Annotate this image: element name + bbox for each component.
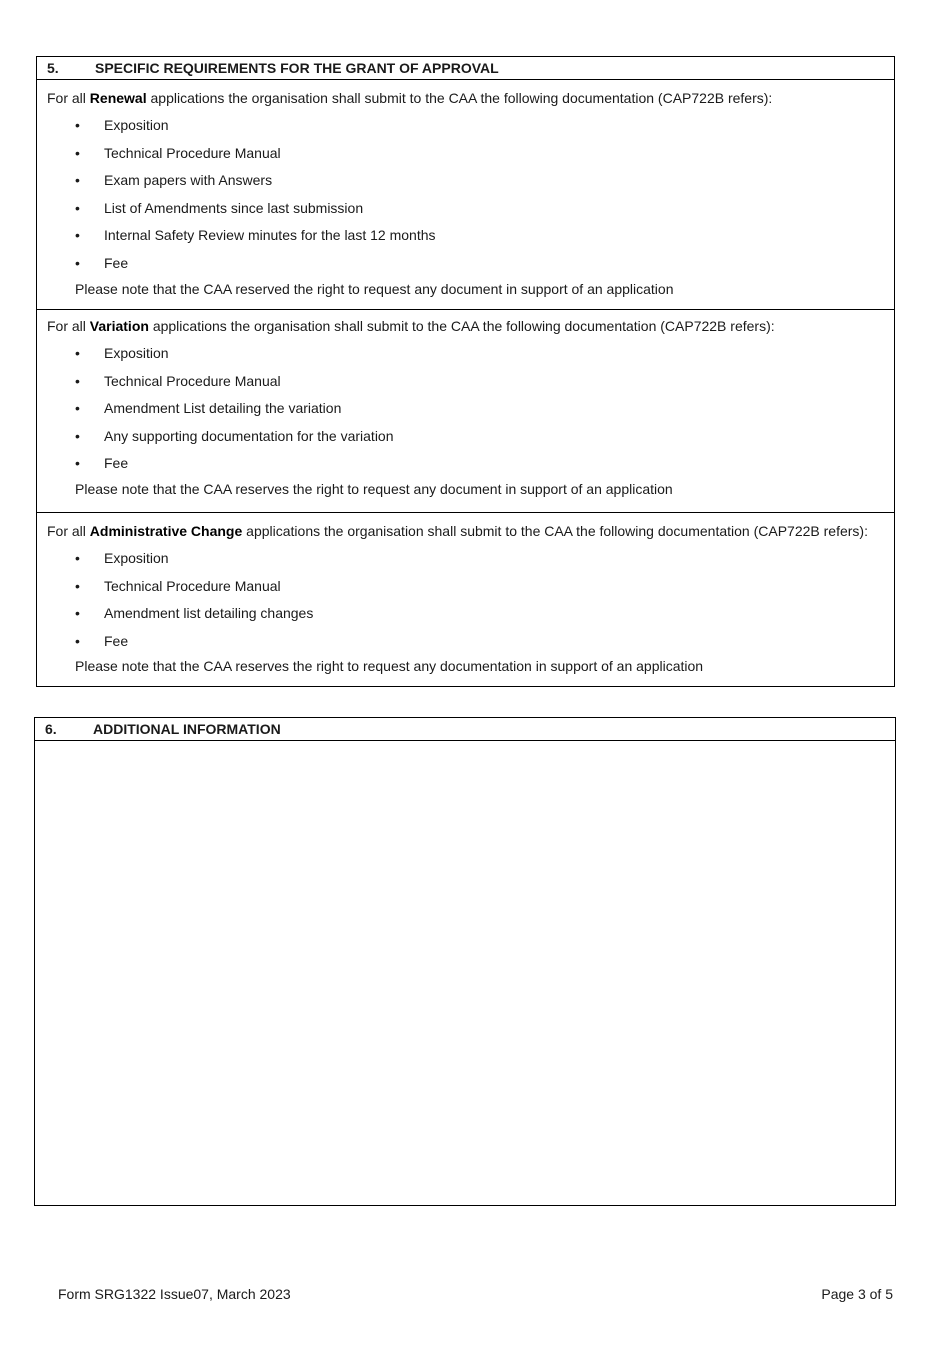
renewal-list	[47, 112, 894, 278]
bullet-icon: •	[75, 254, 80, 271]
bullet-icon: •	[75, 455, 80, 472]
section-6-number: 6.	[45, 721, 57, 737]
renewal-intro: For all Renewal applications the organisation shall submit to the CAA the following documentation (CAP722B refers):	[47, 90, 773, 106]
list-item: • Technical Procedure Manual	[47, 140, 894, 168]
footer-form-id: Form SRG1322 Issue07, March 2023	[58, 1286, 291, 1302]
bullet-icon: •	[75, 227, 80, 244]
renewal-block	[37, 80, 894, 310]
administrative-change-keyword: Administrative Change	[89, 523, 243, 539]
bullet-icon: •	[75, 605, 80, 622]
list-item: • Any supporting documentation for the variation	[47, 423, 894, 451]
section-5-number: 5.	[47, 60, 59, 76]
variation-note: Please note that the CAA reserves the right to request any document in support of an application	[75, 480, 673, 497]
list-item: • List of Amendments since last submission	[47, 195, 894, 223]
list-item: • Amendment List detailing the variation	[47, 395, 894, 423]
section-6-title: ADDITIONAL INFORMATION	[93, 721, 281, 737]
section-5-box	[36, 56, 895, 687]
renewal-keyword: Renewal	[89, 90, 147, 106]
bullet-icon: •	[75, 345, 80, 361]
list-item: • Exam papers with Answers	[47, 167, 894, 195]
list-item: • Exposition	[47, 112, 894, 140]
variation-intro: For all Variation applications the organisation shall submit to the CAA the following documentation (CAP722B refers):	[47, 318, 775, 334]
section-6-box	[34, 717, 896, 1206]
list-item: • Technical Procedure Manual	[47, 368, 894, 396]
bullet-icon: •	[75, 427, 80, 444]
bullet-icon: •	[75, 199, 80, 216]
list-item: • Fee	[47, 628, 894, 656]
footer-page-number: Page 3 of 5	[821, 1286, 893, 1302]
list-item: • Amendment list detailing changes	[47, 600, 894, 628]
list-item: • Fee	[47, 250, 894, 278]
list-item: • Internal Safety Review minutes for the last 12 months	[47, 222, 894, 250]
bullet-icon: •	[75, 172, 80, 189]
administrative-change-note: Please note that the CAA reserves the right to request any documentation in support of an application	[75, 658, 704, 675]
administrative-change-intro: For all Administrative Change applications the organisation shall submit to the CAA the following documentation (CAP722B refers):	[47, 523, 868, 539]
section-5-title: SPECIFIC REQUIREMENTS FOR THE GRANT OF APPROVAL	[95, 60, 499, 76]
list-item: • Exposition	[47, 545, 894, 573]
bullet-icon: •	[75, 117, 80, 133]
bullet-icon: •	[75, 632, 80, 649]
administrative-change-list	[47, 545, 894, 655]
variation-list	[47, 340, 894, 478]
section-5-header	[37, 57, 894, 80]
bullet-icon: •	[75, 400, 80, 417]
additional-information-field[interactable]	[35, 741, 895, 1206]
list-item: • Fee	[47, 450, 894, 478]
variation-block	[37, 310, 894, 513]
list-item: • Technical Procedure Manual	[47, 573, 894, 601]
renewal-note: Please note that the CAA reserved the right to request any document in support of an application	[75, 280, 674, 297]
variation-keyword: Variation	[89, 318, 149, 334]
list-item: • Exposition	[47, 340, 894, 368]
bullet-icon: •	[75, 372, 80, 389]
bullet-icon: •	[75, 144, 80, 161]
bullet-icon: •	[75, 577, 80, 594]
section-6-header	[35, 718, 895, 741]
administrative-change-block	[37, 513, 894, 685]
bullet-icon: •	[75, 550, 80, 566]
